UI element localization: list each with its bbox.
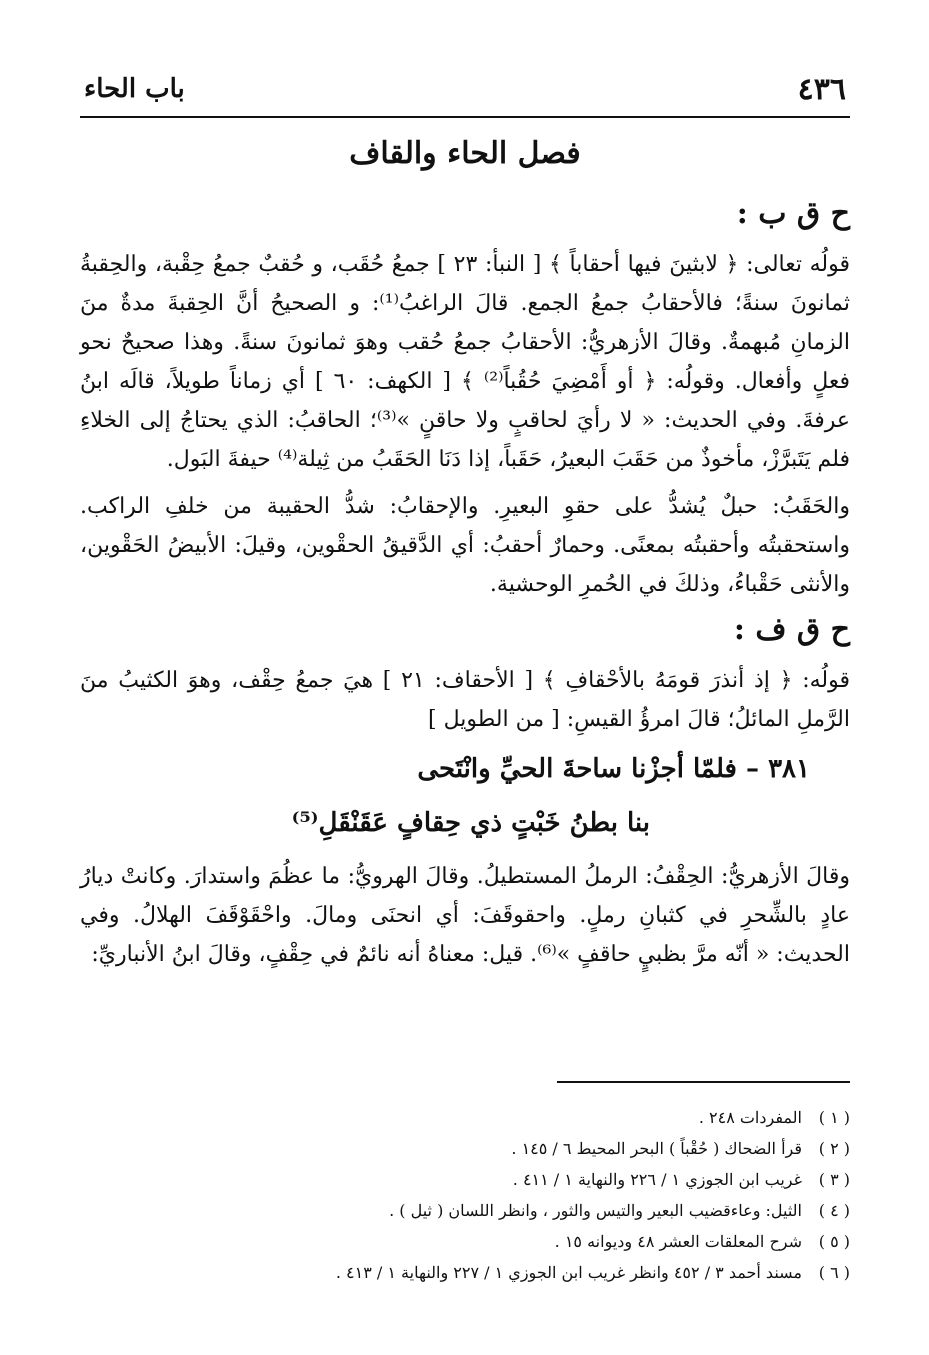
footnote-text: غريب ابن الجوزي ١ / ٢٢٦ والنهاية ١ / ٤١١ . <box>512 1170 802 1189</box>
footnote-text: المفردات ٢٤٨ . <box>698 1108 802 1127</box>
paragraph: وقالَ الأزهريُّ: الحِقْفُ: الرملُ المستطيلُ. وقالَ الهرويُّ: ما عظُمَ واستدارَ. وكانتْ ديارُ عادٍ بالشِّحرِ في كثبانِ رملٍ. واحقوقَفَ: أي انحنَى ومالَ. واحْقَوْقَفَ الهلالُ. وفي الحديث: « أنّه مرَّ بظبيٍ حاقفٍ »⁽⁶⁾. قيل: معناهُ أنه نائمٌ في حِقْفٍ، وقالَ ابنُ الأنباريِّ: <box>80 864 850 967</box>
paragraph: قولُه: ﴿ إذ أنذرَ قومَهُ بالأحْقافِ ﴾ [ الأحقاف: ٢١ ] هيَ جمعُ حِقْف، وهوَ الكثيبُ منَ الرَّملِ المائلُ؛ قالَ امرؤُ القيسِ: [ من الطويل ] <box>80 668 851 732</box>
verse-line-2: بنا بطنُ خَبْتٍ ذي حِقافٍ عَقَنْقَلِ⁽⁵⁾ <box>291 808 650 838</box>
paragraph: قولُه تعالى: ﴿ لابثينَ فيها أحقاباً ﴾ [ النبأ: ٢٣ ] جمعُ حُقَب، و حُقبٌ جمعُ حِقْبة، والحِقبةُ ثمانونَ سنةً؛ فالأحقابُ جمعُ الجمع. قالَ الراغبُ⁽¹⁾: و الصحيحُ أنَّ الحِقبةَ مدةٌ منَ الزمانِ مُبهمةٌ. وقالَ الأزهريُّ: الأحقابُ جمعُ حُقب وهوَ ثمانونَ سنةً. وهذا صحيحٌ نحو فعلٍ وأفعال. وقولُه: ﴿ أو أَمْضِيَ حُقُباً⁽²⁾ ﴾ [ الكهف: ٦٠ ] أي زماناً طويلاً، قالَه ابنُ عرفةَ. وفي الحديث: « لا رأيَ لحاقبٍ ولا حاقنٍ »⁽³⁾؛ الحاقبُ: الذي يحتاجُ إلى الخلاءِ فلم يَتَبرَّزْ، مأخوذٌ من حَقَبَ البعيرُ، حَقَباً، إذا دَنَا الحَقَبُ من ثِيلة⁽⁴⁾ حيفةَ البَول. <box>80 252 851 472</box>
paragraph: والحَقَبُ: حبلٌ يُشدُّ على حقوِ البعيرِ. والإحقابُ: شدُّ الحقيبة من خلفِ الراكب. واستحقبتُه وأحقبتُه بمعنًى. وحمارٌ أحقبُ: أي الدَّقيقُ الحقْوين، وقيلَ: الأبيضُ الحَقْوين، والأنثى حَقْباءُ، وذلكَ في الحُمرِ الوحشية. <box>80 494 850 597</box>
footnote-number: ( ٤ ) <box>818 1201 850 1220</box>
footnote <box>80 1195 850 1226</box>
footnote <box>80 1133 850 1164</box>
footnote <box>80 1102 850 1133</box>
footnote <box>80 1257 850 1288</box>
footnote-text: قرأ الضحاك ( حُقْباً ) البحر المحيط ٦ / ١٤٥ . <box>511 1139 802 1158</box>
entry-root-hqf: ح ق ف : <box>733 612 850 647</box>
entry-root-hqb: ح ق ب : <box>736 196 850 231</box>
footnote-text: الثيل: وعاءقضيب البعير والتيس والثور ، وانظر اللسان ( ثيل ) . <box>389 1201 802 1220</box>
footnote-number: ( ٢ ) <box>818 1139 850 1158</box>
footnote-text: مسند أحمد ٣ / ٤٥٢ وانظر غريب ابن الجوزي ١ / ٢٢٧ والنهاية ١ / ٤١٣ . <box>335 1263 802 1282</box>
header-rule <box>80 116 850 118</box>
footnote <box>80 1164 850 1195</box>
verse-line-1: ٣٨١ – فلمّا أجزْنا ساحةَ الحيِّ وانْتَحى <box>417 754 810 784</box>
page-number: ٤٣٦ <box>797 72 846 107</box>
footnote-number: ( ٣ ) <box>818 1170 850 1189</box>
main-text <box>80 190 850 982</box>
footnote-number: ( ٦ ) <box>818 1263 850 1282</box>
footnotes <box>80 1102 850 1288</box>
footnote <box>80 1226 850 1257</box>
chapter-title: باب الحاء <box>84 74 185 104</box>
section-title: فصل الحاء والقاف <box>349 136 581 171</box>
page-header <box>80 66 850 120</box>
footnote-number: ( ٥ ) <box>818 1232 850 1251</box>
footnote-rule <box>557 1081 850 1083</box>
footnote-text: شرح المعلقات العشر ٤٨ وديوانه ١٥ . <box>554 1232 802 1251</box>
footnote-number: ( ١ ) <box>818 1108 850 1127</box>
